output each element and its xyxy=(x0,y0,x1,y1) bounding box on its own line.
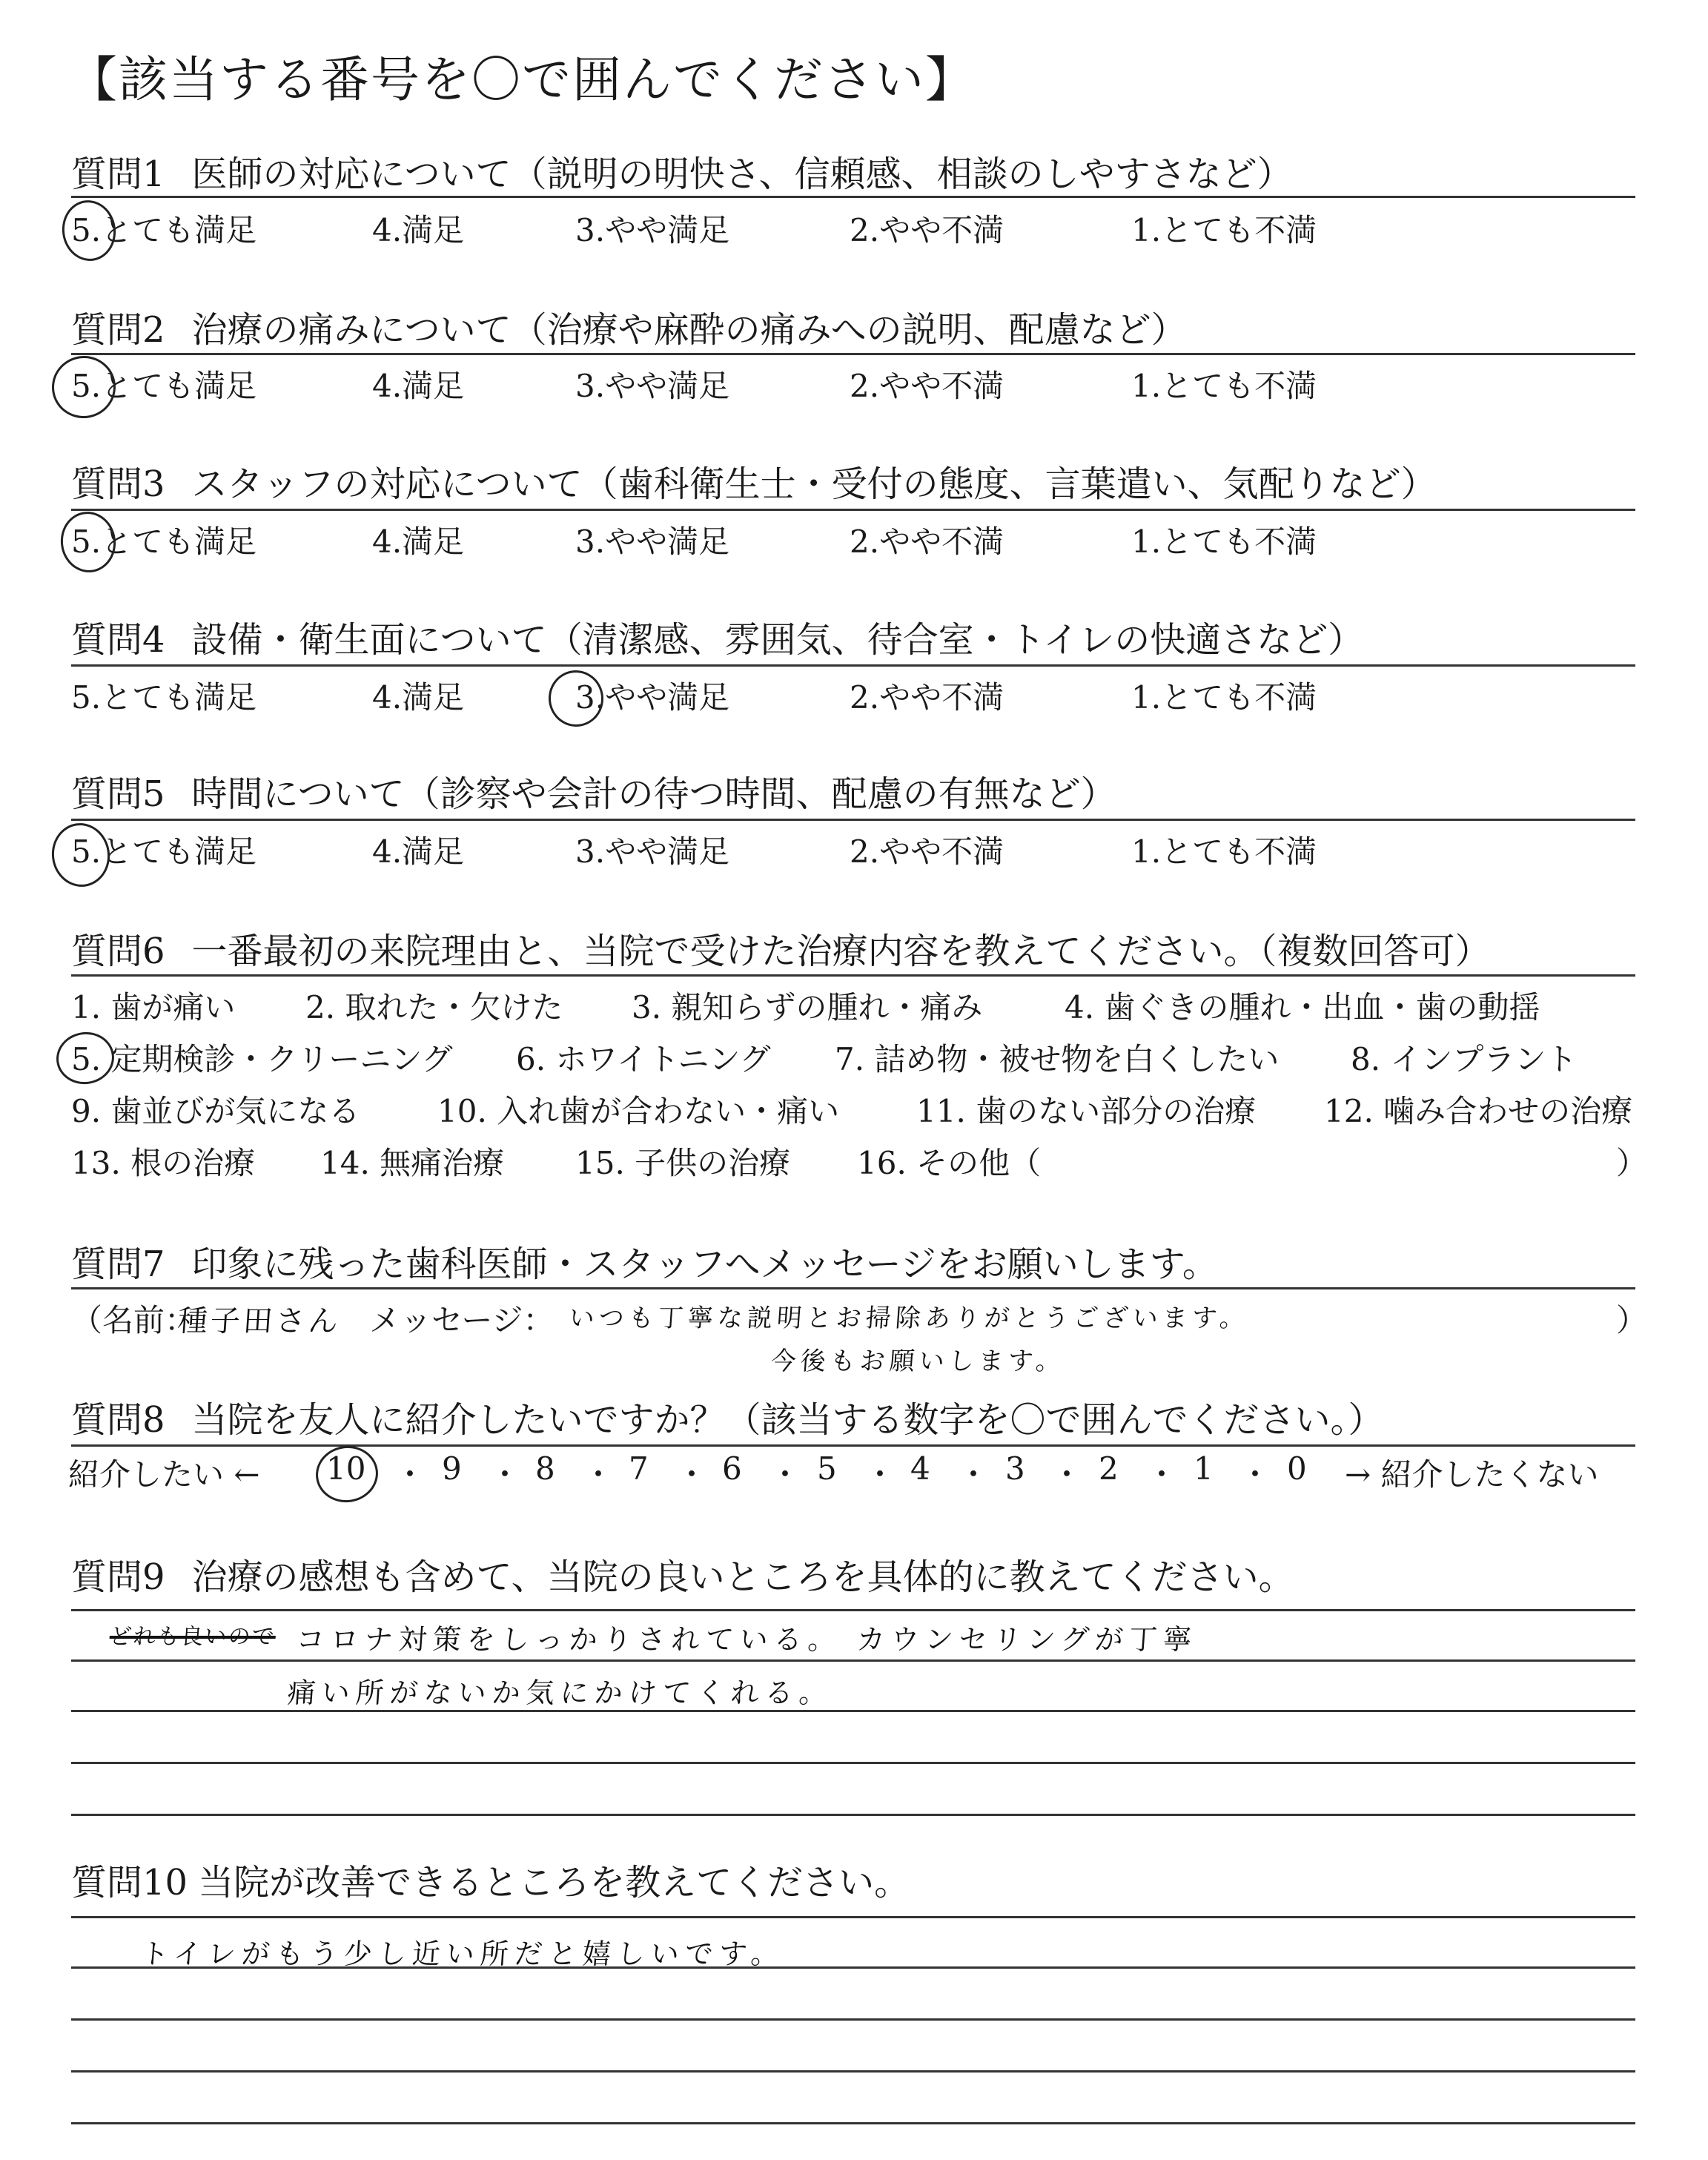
q6-row-2 xyxy=(0,1035,1708,1080)
option-5[interactable]: 5.とても満足 xyxy=(71,833,257,870)
question-number: 質問7 xyxy=(71,1244,165,1285)
reason-option[interactable]: 3. 親知らずの腫れ・痛み xyxy=(632,989,983,1025)
reason-option[interactable]: 1. 歯が痛い xyxy=(71,989,236,1025)
divider xyxy=(71,1444,1635,1447)
option-2[interactable]: 2.やや不満 xyxy=(850,833,1004,870)
option-4[interactable]: 4.満足 xyxy=(372,833,465,870)
scale-dot: ・ xyxy=(676,1456,708,1493)
option-2[interactable]: 2.やや不満 xyxy=(850,679,1004,716)
scale-4[interactable]: 4 xyxy=(910,1450,930,1487)
question-number: 質問8 xyxy=(71,1399,165,1441)
scale-2[interactable]: 2 xyxy=(1099,1450,1119,1487)
scale-dot: ・ xyxy=(864,1456,896,1493)
question-6 xyxy=(71,922,1491,974)
question-text: 印象に残った歯科医師・スタッフへメッセージをお願いします。 xyxy=(191,1244,1218,1285)
option-3[interactable]: 3.やや満足 xyxy=(575,679,730,716)
q6-row-4 xyxy=(0,1139,1708,1183)
scale-dot: ・ xyxy=(394,1456,426,1493)
q5-options xyxy=(0,828,1708,872)
closing-paren: ） xyxy=(1616,1302,1648,1338)
question-text: スタッフの対応について（歯科衛生士・受付の態度、言葉遣い、気配りなど） xyxy=(191,463,1437,505)
answer-line xyxy=(71,1710,1635,1712)
divider xyxy=(71,974,1635,977)
question-text: 治療の感想も含めて、当院の良いところを具体的に教えてください。 xyxy=(191,1556,1294,1598)
option-3[interactable]: 3.やや満足 xyxy=(575,212,730,248)
answer-line xyxy=(71,1916,1635,1918)
reason-option[interactable]: 10. 入れ歯が合わない・痛い xyxy=(437,1093,840,1129)
option-2[interactable]: 2.やや不満 xyxy=(850,212,1004,248)
q9-answer-line2: 痛い所がないか気にかけてくれる。 xyxy=(286,1677,835,1709)
answer-line xyxy=(71,1659,1635,1662)
option-1[interactable]: 1.とても不満 xyxy=(1131,679,1317,716)
scale-1[interactable]: 1 xyxy=(1194,1450,1214,1487)
message-handwritten-line2: 今後もお願いします。 xyxy=(769,1347,1067,1376)
option-5[interactable]: 5.とても満足 xyxy=(71,368,257,404)
scale-dot: ・ xyxy=(1146,1456,1178,1493)
scale-dot: ・ xyxy=(1051,1456,1083,1493)
question-text: 当院が改善できるところを教えてください。 xyxy=(198,1862,910,1903)
q10-answer-line1: トイレがもう少し近い所だと嬉しいです。 xyxy=(139,1938,787,1970)
question-text: 時間について（診察や会計の待つ時間、配慮の有無など） xyxy=(191,773,1116,815)
reason-option[interactable]: 6. ホワイトニング xyxy=(516,1041,771,1077)
divider xyxy=(71,196,1635,198)
option-3[interactable]: 3.やや満足 xyxy=(575,368,730,404)
answer-line xyxy=(71,1966,1635,1969)
scale-9[interactable]: 9 xyxy=(442,1450,462,1487)
question-8 xyxy=(71,1391,1384,1442)
question-text: 当院を友人に紹介したいですか？（該当する数字を〇で囲んでください。） xyxy=(191,1399,1384,1441)
question-number: 質問3 xyxy=(71,463,165,505)
option-5[interactable]: 5.とても満足 xyxy=(71,212,257,248)
reason-option[interactable]: 11. 歯のない部分の治療 xyxy=(916,1093,1257,1129)
scale-0[interactable]: 0 xyxy=(1287,1450,1307,1487)
answer-line xyxy=(71,2018,1635,2021)
option-3[interactable]: 3.やや満足 xyxy=(575,524,730,560)
question-number: 質問6 xyxy=(71,931,165,972)
reason-option[interactable]: 12. 噛み合わせの治療 xyxy=(1324,1093,1633,1129)
option-1[interactable]: 1.とても不満 xyxy=(1131,368,1317,404)
scale-3[interactable]: 3 xyxy=(1005,1450,1025,1487)
scale-dot: ・ xyxy=(958,1456,990,1493)
form-heading: 【該当する番号を〇で囲んでください】 xyxy=(68,51,976,108)
option-4[interactable]: 4.満足 xyxy=(372,679,465,716)
scale-6[interactable]: 6 xyxy=(722,1450,742,1487)
divider xyxy=(71,509,1635,511)
q1-options xyxy=(0,206,1708,251)
option-4[interactable]: 4.満足 xyxy=(372,368,465,404)
struck-text: どれも良いので xyxy=(108,1624,277,1650)
question-text: 治療の痛みについて（治療や麻酔の痛みへの説明、配慮など） xyxy=(191,309,1187,351)
question-5 xyxy=(71,765,1116,816)
option-4[interactable]: 4.満足 xyxy=(372,524,465,560)
q4-options xyxy=(0,673,1708,718)
option-3[interactable]: 3.やや満足 xyxy=(575,833,730,870)
option-4[interactable]: 4.満足 xyxy=(372,212,465,248)
question-number: 質問2 xyxy=(71,309,165,351)
scale-7[interactable]: 7 xyxy=(629,1450,649,1487)
reason-option[interactable]: 7. 詰め物・被せ物を白くしたい xyxy=(835,1041,1280,1077)
scale-8[interactable]: 8 xyxy=(535,1450,555,1487)
divider xyxy=(71,819,1635,821)
message-handwritten-line1: いつも丁寧な説明とお掃除ありがとうございます。 xyxy=(568,1304,1251,1333)
question-7 xyxy=(71,1235,1218,1287)
q6-row-3 xyxy=(0,1087,1708,1132)
question-4 xyxy=(71,611,1363,662)
question-number: 質問1 xyxy=(71,153,165,195)
answer-line xyxy=(71,1762,1635,1764)
question-text: 医師の対応について（説明の明快さ、信頼感、相談のしやすさなど） xyxy=(191,153,1293,195)
question-number: 質問4 xyxy=(71,619,165,661)
reason-option[interactable]: 4. 歯ぐきの腫れ・出血・歯の動揺 xyxy=(1065,989,1540,1025)
question-2 xyxy=(71,301,1187,352)
question-number: 質問5 xyxy=(71,773,165,815)
divider xyxy=(71,353,1635,355)
reason-option[interactable]: 5. 定期検診・クリーニング xyxy=(71,1041,453,1077)
scale-10[interactable]: 10 xyxy=(326,1450,366,1487)
question-text: 一番最初の来院理由と、当院で受けた治療内容を教えてください。（複数回答可） xyxy=(191,931,1491,972)
option-2[interactable]: 2.やや不満 xyxy=(850,524,1004,560)
scale-5[interactable]: 5 xyxy=(817,1450,837,1487)
option-1[interactable]: 1.とても不満 xyxy=(1131,524,1317,560)
q9-answer-line1: コロナ対策をしっかりされている。 カウンセリングが丁寧 xyxy=(295,1623,1199,1656)
scale-dot: ・ xyxy=(489,1456,521,1493)
reason-option[interactable]: 8. インプラント xyxy=(1351,1041,1578,1077)
option-1[interactable]: 1.とても不満 xyxy=(1131,833,1317,870)
answer-line xyxy=(71,2122,1635,2124)
answer-line xyxy=(71,2070,1635,2073)
answer-line xyxy=(71,1814,1635,1816)
scale-right-label: → 紹介したくない xyxy=(1345,1456,1599,1493)
question-1 xyxy=(71,145,1293,196)
q3-options xyxy=(0,518,1708,562)
reason-option[interactable]: 15. 子供の治療 xyxy=(575,1145,791,1181)
option-1[interactable]: 1.とても不満 xyxy=(1131,212,1317,248)
reason-option-other[interactable]: 16. その他（ xyxy=(857,1145,1042,1181)
q6-row-1 xyxy=(0,983,1708,1028)
scale-dot: ・ xyxy=(1239,1456,1271,1493)
message-label: メッセージ： xyxy=(369,1302,555,1338)
question-number: 質問10 xyxy=(71,1862,188,1903)
reason-option[interactable]: 13. 根の治療 xyxy=(71,1145,256,1181)
closing-paren: ） xyxy=(1616,1145,1648,1181)
question-text: 設備・衛生面について（清潔感、雰囲気、待合室・トイレの快適さなど） xyxy=(191,619,1364,661)
option-5[interactable]: 5.とても満足 xyxy=(71,679,257,716)
reason-option[interactable]: 14. 無痛治療 xyxy=(320,1145,505,1181)
divider xyxy=(71,664,1635,667)
reason-option[interactable]: 9. 歯並びが気になる xyxy=(71,1093,360,1129)
question-number: 質問9 xyxy=(71,1556,165,1598)
reason-option[interactable]: 2. 取れた・欠けた xyxy=(305,989,563,1025)
option-2[interactable]: 2.やや不満 xyxy=(850,368,1004,404)
recommend-scale xyxy=(0,1450,1708,1495)
option-5[interactable]: 5.とても満足 xyxy=(71,524,257,560)
question-3 xyxy=(71,455,1437,506)
q2-options xyxy=(0,362,1708,406)
name-label: （名前： xyxy=(71,1302,196,1338)
scale-dot: ・ xyxy=(583,1456,615,1493)
scale-left-label: 紹介したい ← xyxy=(68,1456,260,1493)
question-10 xyxy=(71,1854,910,1905)
scale-dot: ・ xyxy=(769,1456,801,1493)
answer-line xyxy=(71,1609,1635,1611)
name-handwritten: 種子田さん xyxy=(176,1304,342,1338)
question-9 xyxy=(71,1548,1294,1599)
divider xyxy=(71,1287,1635,1289)
